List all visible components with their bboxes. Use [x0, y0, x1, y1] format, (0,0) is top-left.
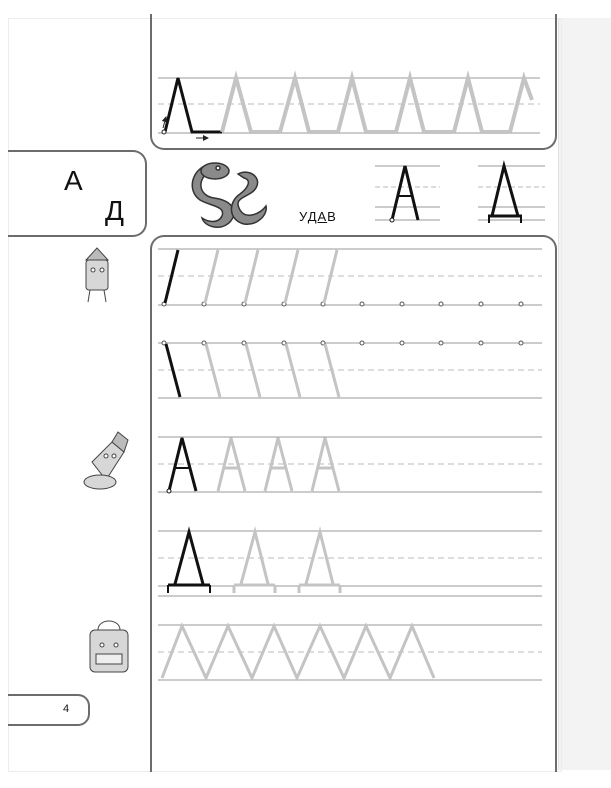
top-model-stroke [162, 78, 222, 138]
top-trace-strokes [222, 78, 532, 132]
model-letter-a [390, 166, 418, 222]
model-letter-d [488, 166, 522, 223]
snake-icon [192, 163, 266, 227]
row4-model-d [168, 532, 210, 593]
row4-ruling [158, 531, 542, 596]
word-part-4: В [327, 209, 337, 224]
row1-model [165, 250, 178, 303]
pencil-character-icon [84, 432, 128, 489]
letter-a-label: А [64, 165, 83, 196]
pencil-character-icon [86, 248, 108, 302]
page-number: 4 [63, 703, 70, 715]
heading-ruling [375, 166, 545, 220]
word-part-1: У [299, 209, 308, 224]
word-part-3: А [317, 209, 328, 224]
school-bag-character-icon [90, 621, 128, 672]
word-part-2: Д [307, 209, 318, 224]
row2-ruling [158, 343, 542, 398]
row3-ruling [158, 437, 542, 492]
row3-model-a [167, 438, 196, 493]
row4-traces-d [234, 532, 340, 593]
letter-d-label: Д [105, 195, 124, 226]
